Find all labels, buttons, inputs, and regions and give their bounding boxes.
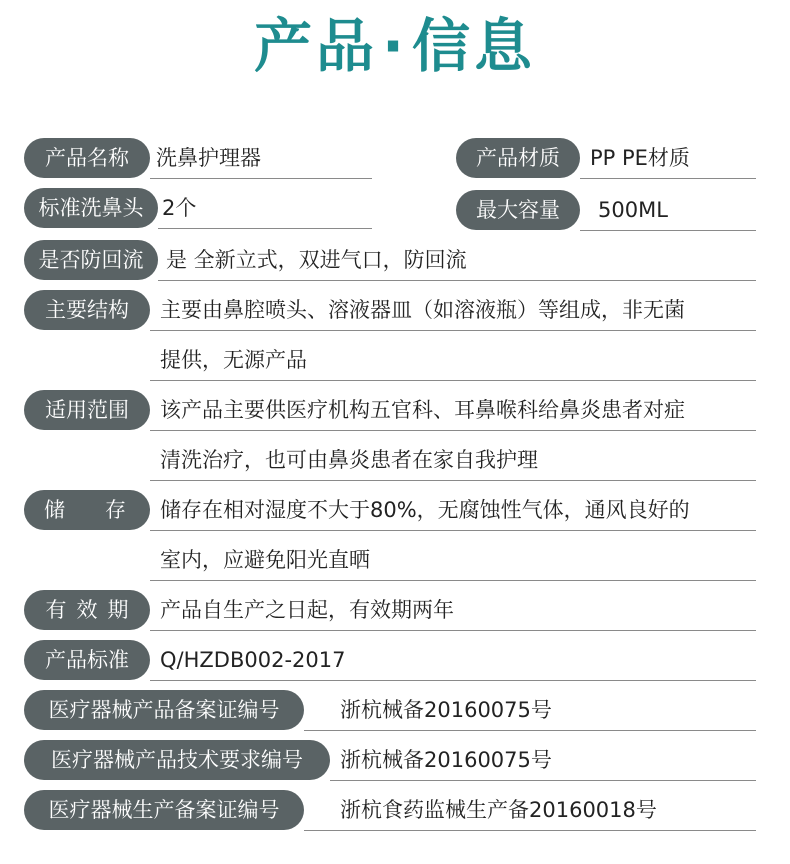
label-record-cert: 医疗器械产品备案证编号 [24, 690, 304, 730]
label-structure: 主要结构 [24, 290, 150, 330]
label-standard: 产品标准 [24, 640, 150, 680]
divider [304, 730, 756, 731]
value-tech-req: 浙杭械备20160075号 [340, 748, 552, 772]
divider [158, 280, 756, 281]
title-dot: · [381, 12, 409, 80]
divider [304, 830, 756, 831]
label-nozzle: 标准洗鼻头 [24, 188, 158, 228]
divider [150, 330, 756, 331]
divider [150, 480, 756, 481]
title-part-2: 信息 [412, 12, 537, 80]
divider [150, 530, 756, 531]
label-production: 医疗器械生产备案证编号 [24, 790, 304, 830]
value-scope-line1: 该产品主要供医疗机构五官科、耳鼻喉科给鼻炎患者对症 [160, 398, 685, 422]
divider [150, 380, 756, 381]
value-structure-line2: 提供，无源产品 [160, 348, 307, 372]
divider [150, 680, 756, 681]
value-storage-line2: 室内，应避免阳光直晒 [160, 548, 370, 572]
value-capacity: 500ML [598, 198, 668, 222]
divider [150, 430, 756, 431]
title-part-1: 产品 [253, 12, 378, 80]
divider [158, 228, 372, 229]
label-tech-req: 医疗器械产品技术要求编号 [24, 740, 330, 780]
label-capacity: 最大容量 [456, 190, 580, 230]
value-structure-line1: 主要由鼻腔喷头、溶液器皿（如溶液瓶）等组成，非无菌 [160, 298, 685, 322]
label-backflow: 是否防回流 [24, 240, 158, 280]
divider [150, 630, 756, 631]
label-material: 产品材质 [456, 138, 580, 178]
label-validity: 有效期 [24, 590, 150, 630]
label-product-name: 产品名称 [24, 138, 150, 178]
divider [150, 178, 372, 179]
value-storage-line1: 储存在相对湿度不大于80%，无腐蚀性气体，通风良好的 [160, 498, 690, 522]
value-scope-line2: 清洗治疗，也可由鼻炎患者在家自我护理 [160, 448, 538, 472]
value-record-cert: 浙杭械备20160075号 [340, 698, 552, 722]
value-production: 浙杭食药监械生产备20160018号 [340, 798, 657, 822]
value-nozzle: 2个 [162, 196, 197, 220]
label-storage: 储存 [24, 490, 150, 530]
label-scope: 适用范围 [24, 390, 150, 430]
divider [580, 230, 756, 231]
value-validity: 产品自生产之日起，有效期两年 [160, 598, 454, 622]
value-product-name: 洗鼻护理器 [156, 146, 261, 170]
divider [330, 780, 756, 781]
divider [580, 178, 756, 179]
value-material: PP PE材质 [590, 146, 690, 170]
page-title [0, 6, 790, 86]
value-backflow: 是 全新立式，双进气口，防回流 [166, 248, 467, 272]
divider [150, 580, 756, 581]
value-standard: Q/HZDB002-2017 [160, 648, 346, 672]
